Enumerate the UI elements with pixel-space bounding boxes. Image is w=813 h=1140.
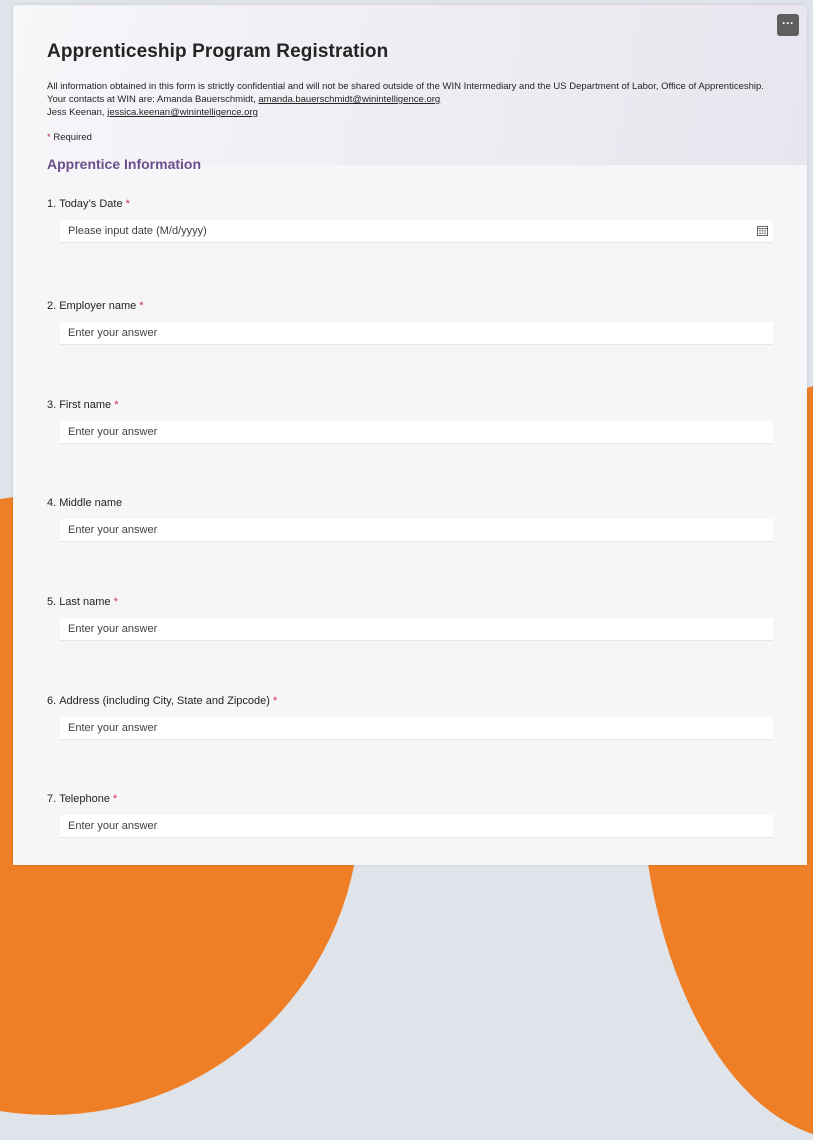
question-address: [47, 695, 787, 734]
question-last-name: [47, 596, 787, 635]
question-label: 4. Middle name: [47, 497, 123, 509]
question-label: 5. Last name *: [47, 596, 118, 608]
question-label: 2. Employer name *: [47, 300, 144, 312]
form-description: [47, 80, 787, 119]
question-first-name: [47, 399, 787, 438]
question-telephone: [47, 793, 787, 832]
telephone-input[interactable]: Enter your answer: [60, 815, 773, 838]
question-todays-date: [47, 198, 787, 237]
last-name-input[interactable]: Enter your answer: [60, 618, 773, 641]
more-options-icon: ···: [782, 16, 794, 30]
first-name-input[interactable]: Enter your answer: [60, 421, 773, 444]
question-label: 3. First name *: [47, 399, 119, 411]
contact-email-link-2[interactable]: jessica.keenan@winintelligence.org: [107, 107, 258, 118]
required-note: * Required: [47, 132, 92, 143]
description-line-2: Your contacts at WIN are: Amanda Bauerschmidt, amanda.bauerschmidt@winintelligence.org: [47, 94, 441, 105]
question-employer-name: [47, 300, 787, 339]
contact-email-link-1[interactable]: amanda.bauerschmidt@winintelligence.org: [258, 94, 441, 105]
question-label: 6. Address (including City, State and Zipcode) *: [47, 695, 278, 707]
description-line-3: Jess Keenan, jessica.keenan@winintelligence.org: [47, 107, 258, 118]
form-card: [13, 5, 807, 865]
section-title: Apprentice Information: [47, 156, 202, 172]
more-options-button[interactable]: [777, 14, 799, 36]
question-label: 7. Telephone *: [47, 793, 118, 805]
question-label: 1. Today’s Date *: [47, 198, 130, 210]
date-input[interactable]: Please input date (M/d/yyyy): [60, 220, 773, 243]
address-input[interactable]: Enter your answer: [60, 717, 773, 740]
description-line-1: All information obtained in this form is strictly confidential and will not be shared outside of the WIN Intermediary and the US Department of Labor, Office of Apprenticeship.: [47, 81, 764, 92]
middle-name-input[interactable]: Enter your answer: [60, 519, 773, 542]
question-middle-name: [47, 497, 787, 536]
employer-name-input[interactable]: Enter your answer: [60, 322, 773, 345]
calendar-icon[interactable]: [757, 225, 768, 236]
form-title: Apprenticeship Program Registration: [47, 41, 389, 62]
